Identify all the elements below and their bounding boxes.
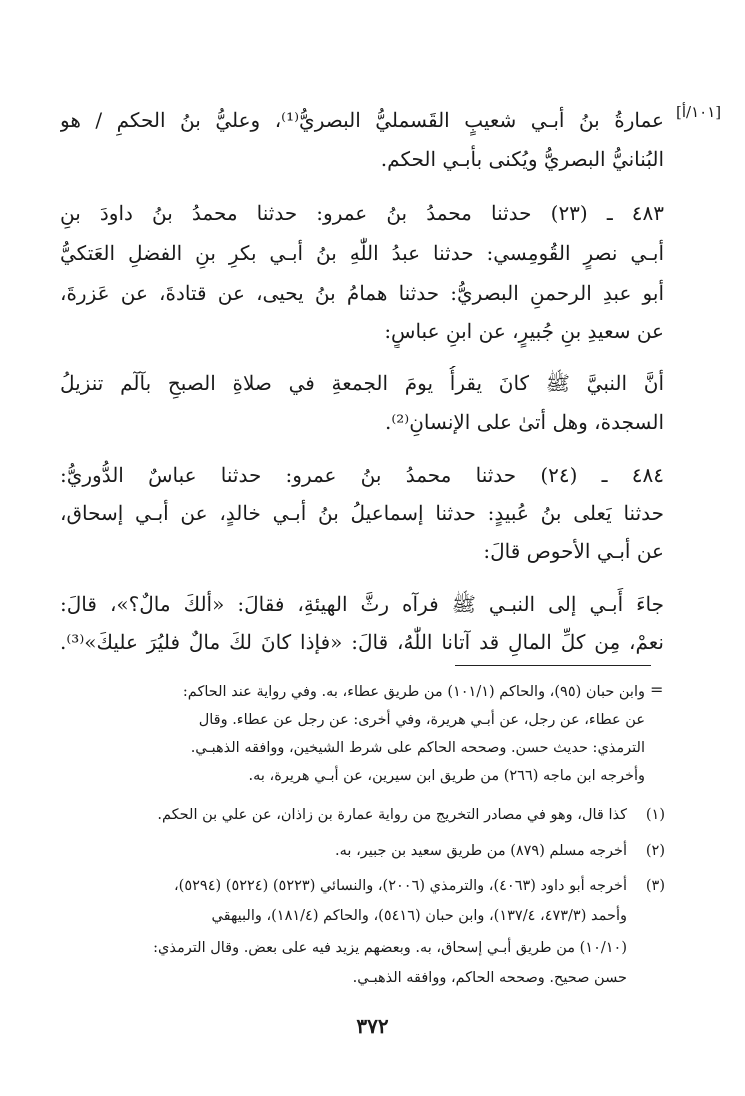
footnote-text: حسن صحيح. وصححه الحاكم، ووافقه الذهبـي. bbox=[352, 970, 627, 986]
footnote-number: (٣) bbox=[645, 878, 665, 894]
text-line: عن أبـي الأحوص قالَ: bbox=[483, 539, 664, 563]
footnote-text: كذا قال، وهو في مصادر التخريج من رواية عمارة بن زاذان، عن علي بن الحكم. bbox=[157, 807, 627, 823]
text-line: حدثنا يَعلى بنُ عُبيدٍ: حدثنا إسماعيلُ بنُ أبـي خالدٍ، عن أبـي إسحاق، bbox=[60, 501, 664, 525]
footnote-number: (١) bbox=[645, 807, 665, 823]
page-number: ٣٧٢ bbox=[356, 1014, 389, 1038]
text-line: أبو عبدِ الرحمنِ البصريُّ: حدثنا همامُ بنُ يحيى، عن قتادةَ، عن عَزرةَ، bbox=[60, 281, 664, 305]
hadith-text: نعمْ، مِن كلِّ المالِ قد آتانا اللّٰهُ، قالَ: «فإذا كانَ لكَ مالٌ فليُرَ عليكَ»⁽³⁾. bbox=[60, 630, 664, 654]
text-line: البُنانيُّ البصريُّ ويُكنى بأبـي الحكم. bbox=[380, 147, 664, 171]
footnote-text: (١٠/١٠) من طريق أبـي إسحاق، به. وبعضهم يزيد فيه على بعض. وقال الترمذي: bbox=[153, 940, 627, 956]
footnote-text: أخرجه أبو داود (٤٠٦٣)، والترمذي (٢٠٠٦)، والنسائي (٥٢٢٣) (٥٢٢٤) (٥٢٩٤)، bbox=[174, 878, 627, 894]
footnote-number: (٢) bbox=[645, 843, 665, 859]
footnote-continuation-line: وابن حبان (٩٥)، والحاكم (١٠١/١) من طريق عطاء، به. وفي رواية عند الحاكم: bbox=[182, 684, 645, 700]
hadith-483-heading: ٤٨٣ ـ (٢٣) حدثنا محمدُ بنُ عمرو: حدثنا محمدُ بنُ داودَ بنِ bbox=[60, 201, 664, 225]
footnote-1 bbox=[85, 803, 665, 827]
text-line: عن سعيدِ بنِ جُبيرٍ، عن ابنِ عباسٍ: bbox=[384, 319, 664, 343]
footnote-continuation-line: وأخرجه ابن ماجه (٢٦٦) من طريق ابن سيرين، عن أبـي هريرة، به. bbox=[248, 768, 645, 784]
footnote-2 bbox=[85, 839, 665, 863]
continuation-mark: = bbox=[650, 680, 664, 699]
text-line: أبـي نصرٍ القُومِسي: حدثنا عبدُ اللّٰهِ بنُ أبـي بكرِ بنِ الفضلِ العَتكيُّ bbox=[60, 241, 664, 265]
manuscript-folio-reference: [١٠١/أ] bbox=[676, 103, 722, 121]
footnote-3 bbox=[85, 874, 665, 898]
hadith-text: أنَّ النبيَّ ﷺ كانَ يقرأُ يومَ الجمعةِ في صلاةِ الصبحِ بآلٓم تنزيلُ bbox=[60, 371, 664, 395]
text-line: عمارةُ بنُ أبـي شعيبٍ القَسمليُّ البصريُّ⁽¹⁾، وعليُّ بنُ الحكمِ / هو bbox=[60, 108, 664, 132]
footnote-continuation-line: الترمذي: حديث حسن. وصححه الحاكم على شرط الشيخين، ووافقه الذهبـي. bbox=[190, 740, 645, 756]
footnote-text: أخرجه مسلم (٨٧٩) من طريق سعيد بن جبير، به. bbox=[335, 843, 627, 859]
hadith-484-heading: ٤٨٤ ـ (٢٤) حدثنا محمدُ بنُ عمرو: حدثنا عباسٌ الدُّوريُّ: bbox=[60, 463, 664, 487]
footnote-continuation-line: عن عطاء، عن رجل، عن أبـي هريرة، وفي أخرى: عن رجل عن عطاء. وقال bbox=[198, 712, 645, 728]
footnote-text: وأحمد (٤٧٣/٣، ١٣٧/٤)، وابن حبان (٥٤١٦)، والحاكم (١٨١/٤)، والبيهقي bbox=[211, 908, 627, 924]
hadith-text: السجدة، وهل أتىٰ على الإنسانِ⁽²⁾. bbox=[384, 410, 664, 434]
hadith-text: جاءَ أَبـي إلى النبـي ﷺ فرآه رثَّ الهيئةِ، فقالَ: «ألكَ مالٌ؟»، قالَ: bbox=[60, 592, 664, 616]
footnote-separator bbox=[455, 665, 651, 666]
